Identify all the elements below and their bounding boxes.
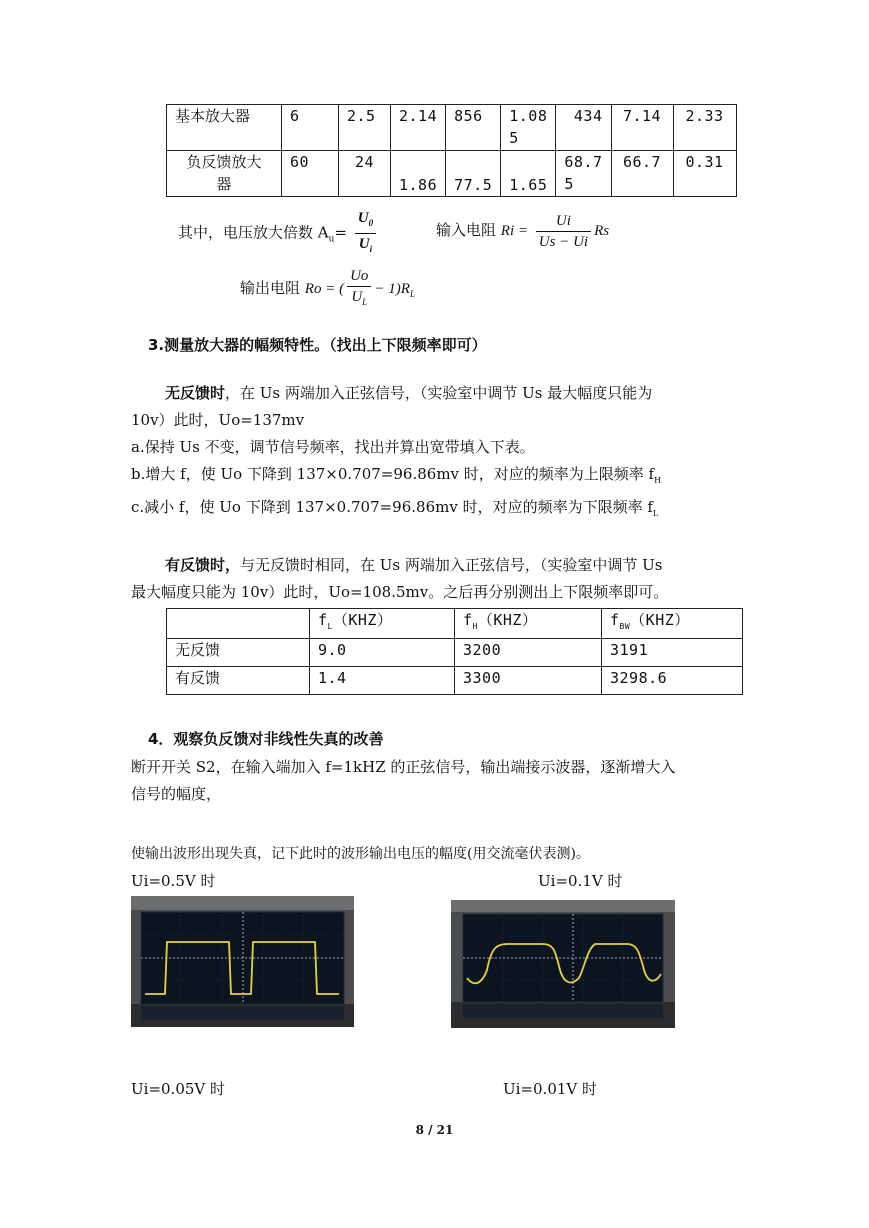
text-run: 断开开关 S2，在输入端加入 f=1kHZ 的正弦信号，输出端接示波器，逐渐增大入: [131, 758, 676, 776]
table-cell: 66.7: [611, 151, 673, 197]
table-header-cell: [455, 609, 602, 639]
amplifier-results-table: [166, 104, 737, 197]
subscript: L: [652, 509, 659, 518]
text-run: 与无反馈时相同，在 Us 两端加入正弦信号，（实验室中调节 Us: [240, 556, 663, 574]
oscilloscope-screen: [131, 896, 354, 1027]
table-row: [167, 667, 743, 695]
formula-text: 输出电阻: [240, 279, 301, 297]
formula-text: U: [358, 236, 370, 252]
table-cell: 77.5: [446, 151, 501, 197]
table-cell: 1.65: [501, 151, 556, 197]
formula-sub: 0: [368, 218, 374, 228]
cell-line: 5: [564, 175, 574, 193]
oscilloscope-photo: [451, 900, 675, 1028]
rout-fraction: [347, 266, 371, 312]
table-cell: [556, 151, 611, 197]
caption-ui-01: Ui=0.1V 时: [538, 872, 623, 890]
table-cell: 2.33: [673, 105, 736, 151]
gain-fraction: [355, 208, 376, 259]
table-cell: 6: [282, 105, 339, 151]
formula-text: 输入电阻: [436, 221, 497, 239]
section-heading: 4．观察负反馈对非线性失真的改善: [148, 730, 384, 748]
oscilloscope-screen: [451, 900, 675, 1028]
table-cell: 9.0: [310, 639, 455, 667]
bold-text: 有反馈时，: [165, 556, 241, 574]
header-unit: （KHZ）: [630, 611, 690, 629]
table-cell: 7.14: [611, 105, 673, 151]
formula-sub: L: [409, 289, 415, 299]
table-cell: 60: [282, 151, 339, 197]
list-item: [131, 498, 658, 516]
paragraph-no-feedback: [131, 380, 737, 527]
cell-line: 1.08: [509, 107, 548, 125]
formula-text: =: [334, 223, 347, 242]
text-run: 10v）此时，Uo=137mv: [131, 411, 305, 429]
table-cell: 3200: [455, 639, 602, 667]
table-cell: 2.5: [339, 105, 391, 151]
formula-sub: u: [328, 234, 335, 245]
caption-ui-005: Ui=0.05V 时: [131, 1080, 226, 1098]
header-text: f: [463, 611, 473, 629]
formula-text: U: [357, 210, 369, 226]
cell-line: 68.7: [564, 153, 603, 171]
table-cell: 基本放大器: [167, 105, 282, 151]
table-cell: [501, 105, 556, 151]
text-run: 最大幅度只能为 10v）此时，Uo=108.5mv。之后再分别测出上下限频率即可。: [131, 583, 669, 601]
table-cell: [167, 151, 282, 197]
output-resistance-formula: [240, 266, 415, 316]
input-resistance-formula: [436, 208, 609, 253]
paragraph-distortion-note: 使输出波形出现失真，记下此时的波形输出电压的幅度(用交流毫伏表测)。: [131, 846, 590, 862]
table-header-row: [167, 609, 743, 639]
list-item: a.保持 Us 不变，调节信号频率，找出并算出宽带填入下表。: [131, 438, 535, 456]
page-number: 8 / 21: [415, 1123, 454, 1137]
fraction-numerator: Ui: [536, 211, 591, 232]
table-row: [167, 151, 737, 197]
text-run: c.减小 f，使 Uo 下降到 137×0.707=96.86mv 时，对应的频率为下限频率 f: [131, 498, 653, 516]
text-run: b.增大 f，使 Uo 下降到 137×0.707=96.86mv 时，对应的频率为上限频率 f: [131, 465, 655, 483]
formula-text: 其中，电压放大倍数 A: [178, 223, 329, 242]
subscript: H: [472, 622, 478, 631]
table-row: [167, 105, 737, 151]
section-heading: 3.测量放大器的幅频特性。（找出上下限频率即可）: [148, 336, 487, 354]
fraction-numerator: Uo: [347, 266, 371, 287]
rin-fraction: [536, 211, 591, 252]
bold-text: 无反馈时: [165, 384, 226, 402]
formula-text: U: [351, 289, 363, 305]
formula-sub: i: [369, 244, 373, 254]
header-text: f: [318, 611, 328, 629]
subscript: H: [654, 476, 662, 485]
caption-ui-001: Ui=0.01V 时: [503, 1080, 598, 1098]
table-cell: 有反馈: [167, 667, 310, 695]
formula-text: Ri =: [500, 223, 528, 239]
formula-sub: L: [362, 297, 368, 307]
text-run: 信号的幅度，: [131, 785, 222, 803]
fraction-denominator: Us − Ui: [538, 233, 589, 250]
formula-text: − 1)R: [374, 281, 410, 297]
caption-ui-05: Ui=0.5V 时: [131, 872, 216, 890]
table-header-cell: [602, 609, 743, 639]
table-cell: 2.14: [391, 105, 446, 151]
table-cell: 24: [339, 151, 391, 197]
fraction-numerator: [355, 208, 376, 234]
paragraph-with-feedback: [131, 552, 737, 606]
cell-line: 器: [216, 175, 232, 193]
subscript: L: [327, 622, 333, 631]
header-unit: （KHZ）: [332, 611, 393, 629]
fraction-denominator: [347, 287, 371, 312]
table-cell: 0.31: [673, 151, 736, 197]
cell-line: 负反馈放大: [186, 153, 262, 171]
header-text: f: [610, 611, 620, 629]
table-cell: 3191: [602, 639, 743, 667]
cell-line: 5: [509, 129, 519, 147]
paragraph-distortion: [131, 754, 737, 808]
list-item: [131, 465, 661, 483]
formula-text: Ro = (: [304, 281, 345, 297]
table-cell: 434: [556, 105, 611, 151]
gain-formula: [178, 208, 379, 262]
text-run: ，在 Us 两端加入正弦信号，（实验室中调节 Us 最大幅度只能为: [225, 384, 653, 402]
table-cell: 无反馈: [167, 639, 310, 667]
table-header-cell: [167, 609, 310, 639]
subscript: BW: [619, 622, 631, 631]
fraction-denominator: [355, 234, 376, 259]
table-cell: 3298.6: [602, 667, 743, 695]
oscilloscope-photo: [131, 896, 354, 1027]
table-cell: 3300: [455, 667, 602, 695]
table-cell: 1.86: [391, 151, 446, 197]
formula-text: Rs: [594, 223, 610, 239]
table-cell: 856: [446, 105, 501, 151]
table-header-cell: [310, 609, 455, 639]
frequency-table: [166, 608, 743, 695]
table-cell: 1.4: [310, 667, 455, 695]
header-unit: （KHZ）: [477, 611, 538, 629]
table-row: [167, 639, 743, 667]
